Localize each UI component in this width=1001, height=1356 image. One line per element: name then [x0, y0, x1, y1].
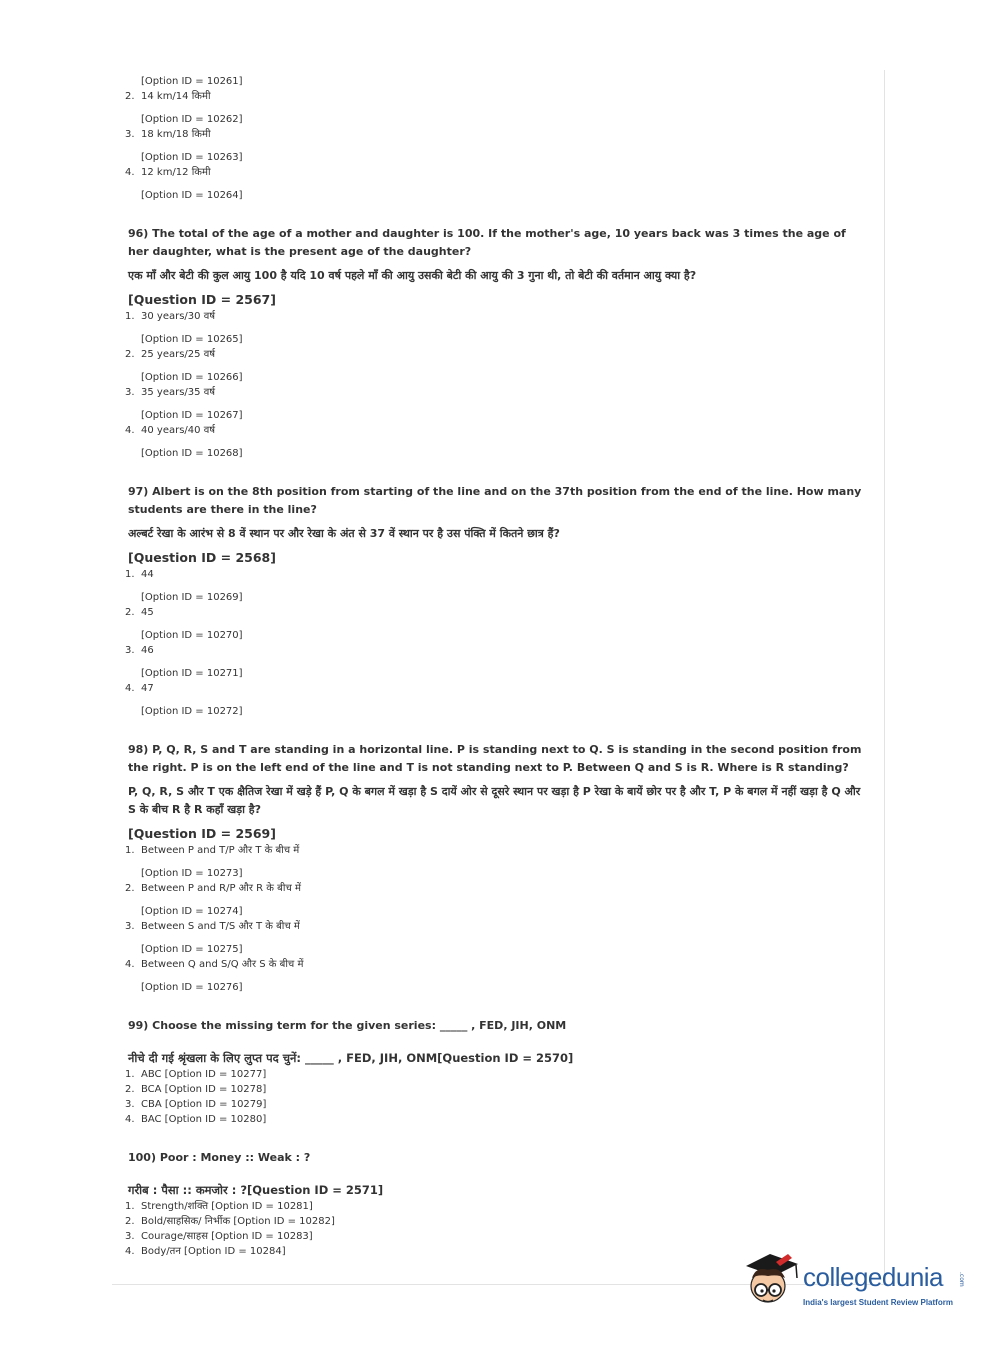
option: 4. 12 km/12 किमी — [125, 167, 211, 178]
option: 3. CBA [Option ID = 10279] — [125, 1099, 267, 1110]
option-id: [Option ID = 10263] — [141, 152, 243, 163]
question-text: 99) Choose the missing term for the given series: _____ , FED, JIH, ONM — [128, 1019, 567, 1032]
question-text: 98) P, Q, R, S and T are standing in a horizontal line. P is standing next to Q. S is standing in the second position from the right. P is on the left end of the line and T is not standing next to P. Between Q and S is R. Where is R standing? — [128, 743, 862, 774]
option-id: [Option ID = 10276] — [141, 982, 243, 993]
question-text: 100) Poor : Money :: Weak : ? — [128, 1151, 311, 1164]
option-id: [Option ID = 10275] — [141, 944, 243, 955]
option-id: [Option ID = 10269] — [141, 592, 243, 603]
option-id: [Option ID = 10262] — [141, 114, 243, 125]
option: 2. Between P and R/P और R के बीच में — [125, 883, 301, 894]
question-99 — [125, 1017, 870, 1127]
option: 4. Between Q and S/Q और S के बीच में — [125, 959, 304, 970]
question-text-hindi: P, Q, R, S और T एक क्षैतिज रेखा में खड़े हैं P, Q के बगल में खड़ा है S दायें ओर से दूसरे स्थान पर खड़ा है P रेखा के बायें छोर पर है और T, P के बगल में नहीं खड़ा है Q और S के बीच R है R कहाँ खड़ा है? — [128, 785, 861, 816]
option: 3. 18 km/18 किमी — [125, 129, 211, 140]
option: 1. Strength/शक्ति [Option ID = 10281] — [125, 1201, 313, 1212]
question-id: [Question ID = 2568] — [128, 550, 276, 565]
option: 1. ABC [Option ID = 10277] — [125, 1069, 267, 1080]
question-text: 97) Albert is on the 8th position from starting of the line and on the 37th position from the end of the line. How many students are there in the line? — [128, 485, 862, 516]
option: 1. 44 — [125, 569, 154, 580]
question-text-hindi-with-id: नीचे दी गई श्रृंखला के लिए लुप्त पद चुनें: _____ , FED, JIH, ONM[Question ID = 2570] — [128, 1051, 574, 1065]
question-text-hindi-with-id: गरीब : पैसा :: कमजोर : ?[Question ID = 2571] — [128, 1183, 384, 1197]
option: 3. Courage/साहस [Option ID = 10283] — [125, 1231, 313, 1242]
right-margin-rule — [884, 70, 885, 1285]
option: 2. 45 — [125, 607, 154, 618]
option: 4. Body/तन [Option ID = 10284] — [125, 1246, 286, 1257]
question-paper — [125, 74, 870, 1259]
option-id: [Option ID = 10261] — [141, 76, 243, 87]
option: 4. 40 years/40 वर्ष — [125, 425, 216, 436]
question-id: [Question ID = 2567] — [128, 292, 276, 307]
previous-question-options — [125, 74, 870, 203]
option-id: [Option ID = 10271] — [141, 668, 243, 679]
question-text-hindi: एक माँ और बेटी की कुल आयु 100 है यदि 10 वर्ष पहले माँ की आयु उसकी बेटी की आयु की 3 गुना थी, तो बेटी की वर्तमान आयु क्या है? — [128, 269, 697, 282]
logo-tagline: India's largest Student Review Platform — [803, 1298, 953, 1307]
question-100 — [125, 1149, 870, 1259]
option-id: [Option ID = 10272] — [141, 706, 243, 717]
question-id: [Question ID = 2569] — [128, 826, 276, 841]
question-text-hindi: अल्बर्ट रेखा के आरंभ से 8 वें स्थान पर और रेखा के अंत से 37 वें स्थान पर है उस पंक्ति में कितने छात्र हैं? — [128, 527, 560, 540]
option-id: [Option ID = 10273] — [141, 868, 243, 879]
option: 2. 14 km/14 किमी — [125, 91, 211, 102]
option: 3. 46 — [125, 645, 154, 656]
mascot-icon — [740, 1248, 804, 1312]
option-id: [Option ID = 10268] — [141, 448, 243, 459]
option: 1. 30 years/30 वर्ष — [125, 311, 216, 322]
option: 3. Between S and T/S और T के बीच में — [125, 921, 300, 932]
option-id: [Option ID = 10267] — [141, 410, 243, 421]
question-96 — [125, 225, 870, 461]
option: 3. 35 years/35 वर्ष — [125, 387, 216, 398]
option: 4. BAC [Option ID = 10280] — [125, 1114, 267, 1125]
logo-wordmark: collegedunia — [803, 1262, 944, 1292]
question-text: 96) The total of the age of a mother and daughter is 100. If the mother's age, 10 years back was 3 times the age of her daughter, what is the present age of the daughter? — [128, 227, 846, 258]
option: 1. Between P and T/P और T के बीच में — [125, 845, 300, 856]
question-98 — [125, 741, 870, 995]
option: 2. 25 years/25 वर्ष — [125, 349, 216, 360]
option: 4. 47 — [125, 683, 154, 694]
option: 2. BCA [Option ID = 10278] — [125, 1084, 267, 1095]
logo-domain-suffix: .com — [958, 1272, 965, 1287]
collegedunia-logo — [740, 1248, 970, 1312]
option-id: [Option ID = 10266] — [141, 372, 243, 383]
option-id: [Option ID = 10264] — [141, 190, 243, 201]
option: 2. Bold/साहसिक/ निर्भीक [Option ID = 10282] — [125, 1216, 335, 1227]
question-97 — [125, 483, 870, 719]
option-id: [Option ID = 10274] — [141, 906, 243, 917]
option-id: [Option ID = 10270] — [141, 630, 243, 641]
option-id: [Option ID = 10265] — [141, 334, 243, 345]
